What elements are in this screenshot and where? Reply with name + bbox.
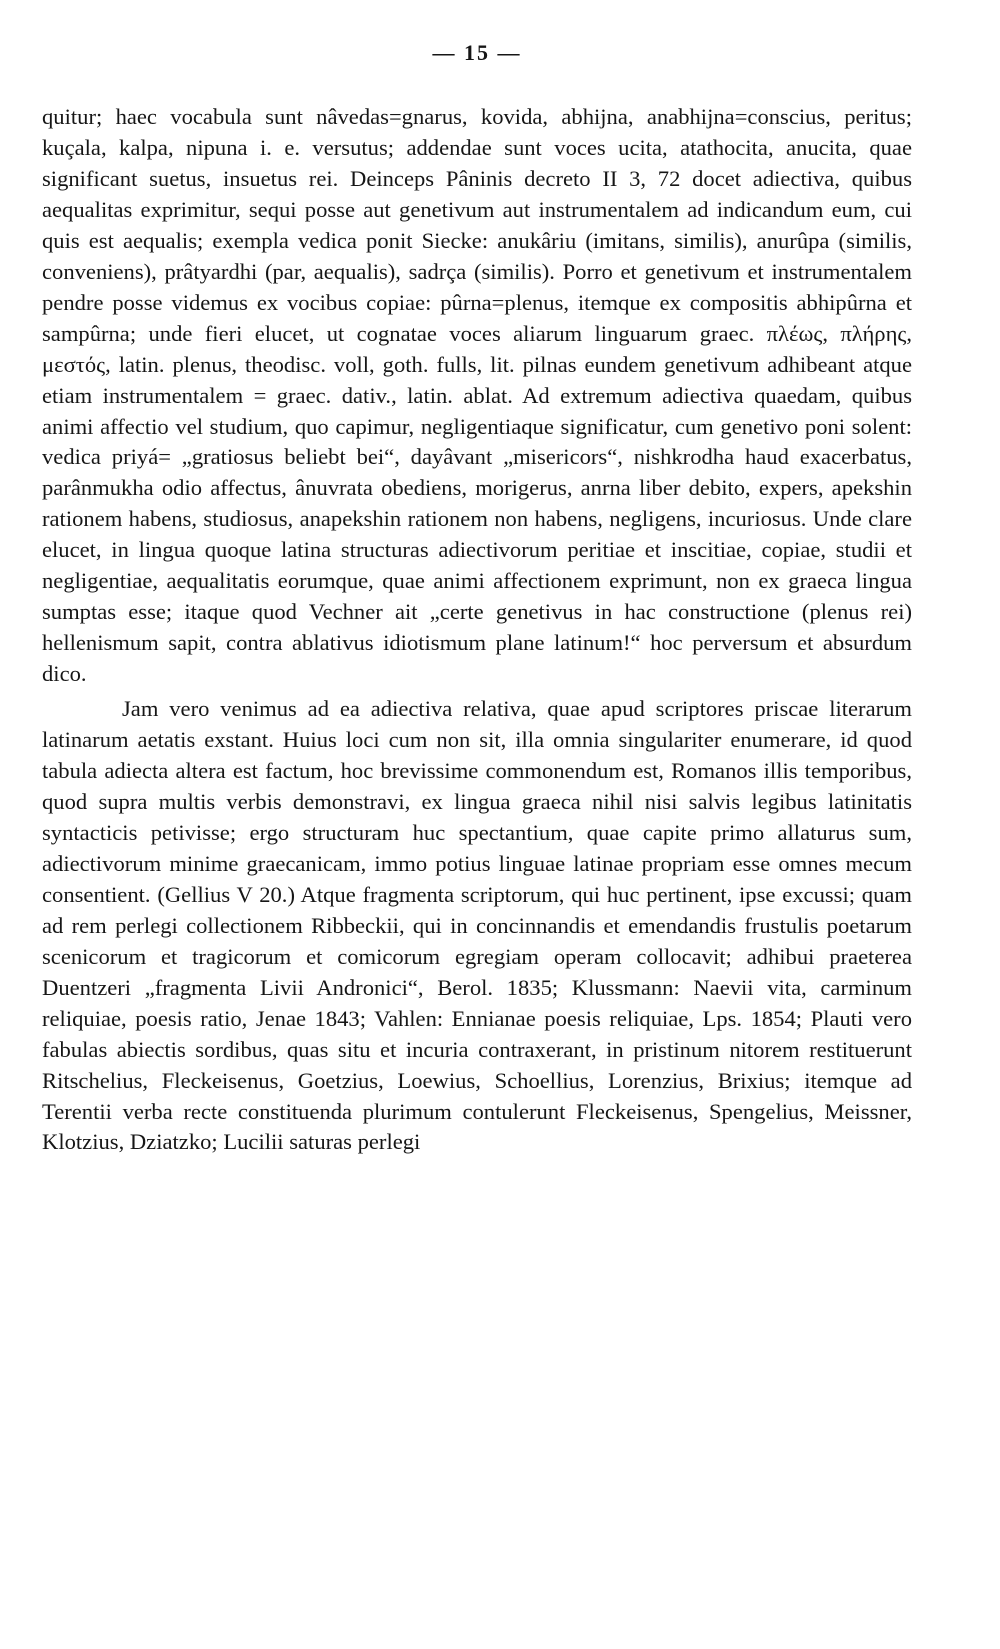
page-number: — 15 —	[432, 40, 522, 65]
paragraph-1: quitur; haec vocabula sunt nâvedas=gnarus, kovida, abhijna, anabhijna=conscius, peritus; kuçala, kalpa, nipuna i. e. versutus; addendae sunt voces ucita, atathocita, anucita, quae significant suetus, insuetus rei. Deinceps Pâninis decreto II 3, 72 docet adiectiva, quibus aequalitas exprimitur, sequi posse aut genetivum aut instrumentalem ad indicandum eum, cui quis est aequalis; exempla vedica ponit Siecke: anukâriu (imitans, similis), anurûpa (similis, conveniens), prâtyardhi (par, aequalis), sadrça (similis). Porro et genetivum et instrumentalem pendre posse videmus ex vocibus copiae: pûrna=plenus, itemque ex compositis abhipûrna et sampûrna; unde fieri elucet, ut cognatae voces aliarum linguarum graec. πλέως, πλήρης, μεστός, latin. plenus, theodisc. voll, goth. fulls, lit. pilnas eundem genetivum adhibeant atque etiam instrumentalem = graec. dativ., latin. ablat. Ad extremum adiectiva quaedam, quibus animi affectio vel studium, quo capimur, negligentiaque significatur, cum genetivo poni solent: vedica priyá= „gratiosus beliebt bei“, dayâvant „misericors“, nishkrodha haud exacerbatus, parânmukha odio affectus, ânuvrata obediens, morigerus, anrna liber debito, expers, apekshin rationem habens, studiosus, anapekshin rationem non habens, negligens, incuriosus. Unde clare elucet, in lingua quoque latina structuras adiectivorum peritiae et inscitiae, copiae, studii et negligentiae, aequalitatis eorumque, quae animi affectionem exprimunt, non ex graeca lingua sumptas esse; itaque quod Vechner ait „certe genetivus in hac constructione (plenus rei) hellenismum sapit, contra ablativus idiotismum plane latinum!“ hoc perversum et absurdum dico.	[42, 104, 912, 687]
book-page	[42, 30, 912, 1630]
paragraph-2: Jam vero venimus ad ea adiectiva relativa, quae apud scriptores priscae literarum latinarum aetatis exstant. Huius loci cum non sit, illa omnia singulariter enumerare, id quod tabula adiecta altera est factum, hoc brevissime commonendum est, Romanos illis temporibus, quod supra multis verbis demonstravi, ex lingua graeca nihil nisi salvis legibus latinitatis syntacticis petivisse; ergo structuram huc spectantium, quae capite primo allaturus sum, adiectivorum minime graecanicam, immo potius linguae latinae propriam esse omnes mecum consentient. (Gellius V 20.) Atque fragmenta scriptorum, qui huc pertinent, ipse excussi; quam ad rem perlegi collectionem Ribbeckii, qui in concinnandis et emendandis frustulis poetarum scenicorum et tragicorum et comicorum egregiam operam collocavit; adhibui praeterea Duentzeri „fragmenta Livii Andronici“, Berol. 1835; Klussmann: Naevii vita, carminum reliquiae, poesis ratio, Jenae 1843; Vahlen: Ennianae poesis reliquiae, Lps. 1854; Plauti vero fabulas abiectis sordibus, quas situ et incuria contraxerant, in pristinum nitorem restituerunt Ritschelius, Fleckeisenus, Goetzius, Loewius, Schoellius, Lorenzius, Brixius; itemque ad Terentii verba recte constituenda plurimum contulerunt Fleckeisenus, Spengelius, Meissner, Klotzius, Dziatzko; Lucilii saturas perlegi	[42, 696, 912, 1155]
